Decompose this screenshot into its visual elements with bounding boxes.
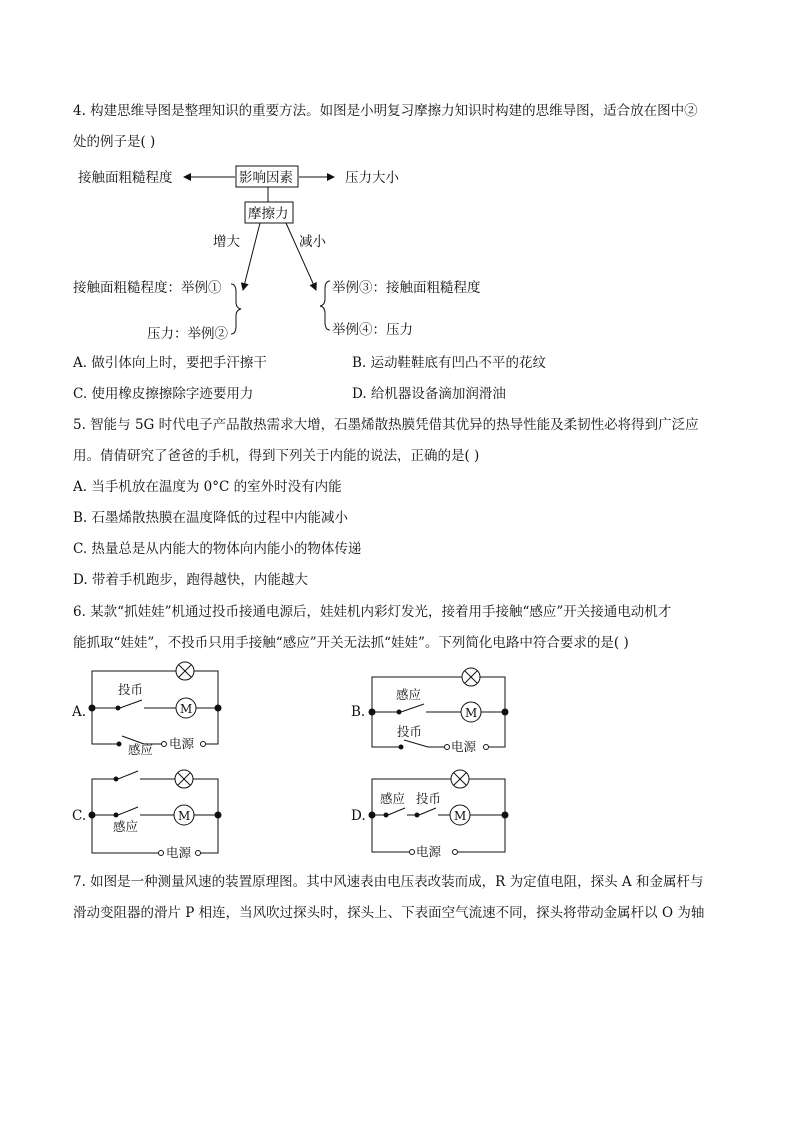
map-right-label: 压力大小	[345, 170, 399, 186]
map-friction-label: 摩擦力	[248, 206, 289, 222]
circuit-a-power-label: 电源	[169, 736, 195, 751]
q4-option-c: C. 使用橡皮擦擦除字迹要用力	[73, 386, 254, 402]
circuit-b-power-label: 电源	[451, 739, 477, 754]
circuit-a-coin-label: 投币	[118, 682, 144, 697]
circuit-b-motor-label: M	[465, 706, 478, 720]
circuit-d-power-label: 电源	[416, 844, 442, 859]
circuit-d	[351, 770, 508, 859]
map-left-label: 接触面粗糙程度	[78, 170, 173, 186]
map-example1: 接触面粗糙程度：举例①	[73, 280, 222, 296]
q4-option-b: B. 运动鞋鞋底有凹凸不平的花纹	[352, 355, 547, 371]
circuit-b-sense-label: 感应	[396, 687, 422, 702]
circuit-d-sense-label: 感应	[380, 791, 406, 806]
map-brace-right	[320, 281, 330, 330]
q6-stem-line1: 6. 某款“抓娃娃”机通过投币接通电源后，娃娃机内彩灯发光，接着用手接触“感应”开关接通电动机才	[73, 604, 672, 620]
circuit-c	[72, 770, 221, 860]
circuit-a-power-terminal-right	[201, 742, 206, 747]
circuit-b-label: B.	[351, 704, 366, 720]
q4-option-d: D. 给机器设备滴加润滑油	[352, 386, 506, 402]
circuit-a-label: A.	[72, 704, 87, 720]
q5-option-a: A. 当手机放在温度为 0°C 的室外时没有内能	[73, 479, 342, 495]
map-example4: 举例④：压力	[332, 322, 413, 338]
map-brace-left	[231, 284, 241, 334]
mind-map	[73, 166, 481, 342]
circuit-c-label: C.	[72, 808, 87, 824]
q6-stem-line2: 能抓取“娃娃”，不投币只用手接触“感应”开关无法抓“娃娃”。下列简化电路中符合要求的是( )	[73, 635, 629, 651]
q5-stem-line2: 用。倩倩研究了爸爸的手机，得到下列关于内能的说法，正确的是( )	[73, 448, 480, 464]
q5-option-d: D. 带着手机跑步，跑得越快，内能越大	[73, 572, 308, 588]
q5-option-b: B. 石墨烯散热膜在温度降低的过程中内能减小	[73, 510, 349, 526]
map-example3: 举例③：接触面粗糙程度	[332, 280, 481, 296]
circuit-c-sense-label: 感应	[113, 819, 139, 834]
circuit-a	[71, 662, 221, 757]
map-decrease-label: 减小	[299, 234, 326, 250]
circuit-a-sense-label: 感应	[128, 742, 154, 757]
circuit-c-power-label: 电源	[166, 845, 192, 860]
q5-option-c: C. 热量总是从内能大的物体向内能小的物体传递	[73, 541, 362, 557]
circuit-c-motor-label: M	[178, 809, 191, 823]
circuit-b-coin-label: 投币	[397, 724, 423, 739]
q7-stem-line2: 滑动变阻器的滑片 P 相连，当风吹过探头时，探头上、下表面空气流速不同，探头将带动金属杆以 O 为轴	[73, 905, 705, 921]
circuit-a-power-terminal-left	[162, 742, 167, 747]
circuit-d-label: D.	[351, 808, 366, 824]
map-example2: 压力：举例②	[147, 326, 228, 342]
map-increase-label: 增大	[213, 234, 240, 250]
circuit-a-motor-label: M	[180, 702, 193, 716]
circuit-d-motor-label: M	[454, 809, 467, 823]
q4-stem-line1: 4. 构建思维导图是整理知识的重要方法。如图是小明复习摩擦力知识时构建的思维导图，适合放在图中②	[73, 103, 698, 119]
q7-stem-line1: 7. 如图是一种测量风速的装置原理图。其中风速表由电压表改装而成，R 为定值电阻，探头 A 和金属杆与	[73, 874, 704, 890]
q4-option-a: A. 做引体向上时，要把手汗擦干	[73, 355, 267, 371]
q4-stem-line2: 处的例子是( )	[73, 134, 156, 150]
circuit-d-coin-label: 投币	[416, 791, 442, 806]
q5-stem-line1: 5. 智能与 5G 时代电子产品散热需求大增，石墨烯散热膜凭借其优异的热导性能及柔韧性必将得到广泛应	[73, 417, 699, 433]
circuit-b	[351, 668, 508, 754]
map-arrow-increase	[243, 223, 260, 290]
map-center-label: 影响因素	[239, 170, 293, 186]
